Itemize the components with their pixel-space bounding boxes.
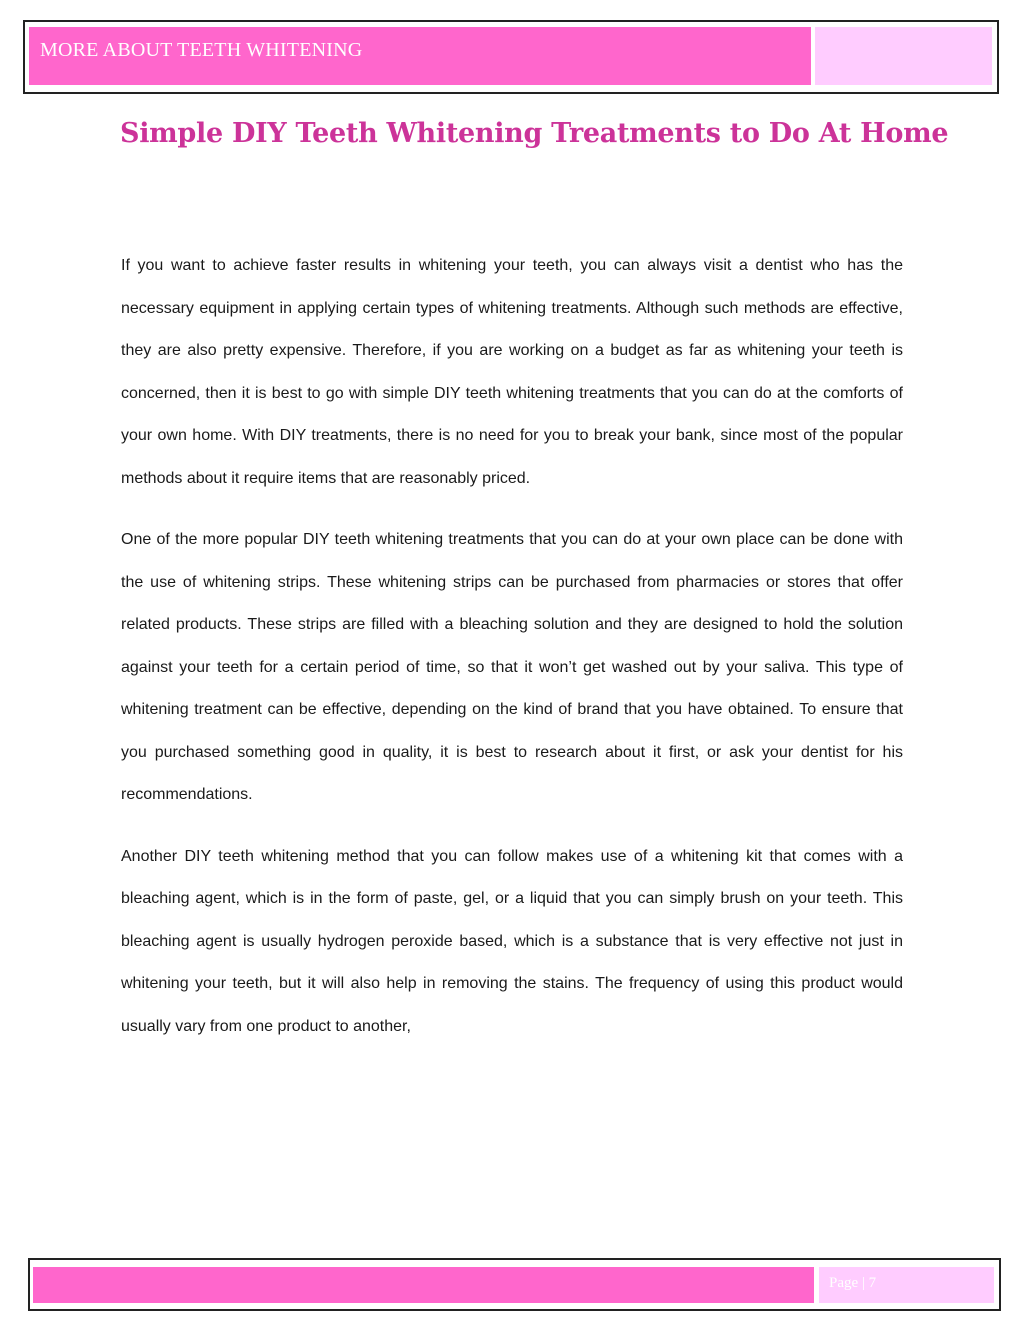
footer-banner [28,1258,1001,1311]
page-number: Page | 7 [829,1275,877,1291]
header-bar [29,27,811,85]
paragraph-2: One of the more popular DIY teeth whitening treatments that you can do at your own place can be done with the use of whitening strips. These whitening strips can be purchased from pharmacies or stores that offer related products. These strips are filled with a bleaching solution and they are designed to hold the solution against your teeth for a certain period of time, so that it won’t get washed out by your saliva. This type of whitening treatment can be effective, depending on the kind of brand that you have obtained. To ensure that you purchased something good in quality, it is best to research about it first, or ask your dentist for his recommendations. [121,531,903,803]
paragraph-3: Another DIY teeth whitening method that you can follow makes use of a whitening kit that comes with a bleaching agent, which is in the form of paste, gel, or a liquid that you can simply brush on your teeth. This bleaching agent is usually hydrogen peroxide based, which is a substance that is very effective not just in whitening your teeth, but it will also help in removing the stains. The frequency of using this product would usually vary from one product to another, [121,847,903,1035]
article-title: Simple DIY Teeth Whitening Treatments to Do At Home [120,118,949,149]
header-title: MORE ABOUT TEETH WHITENING [40,39,363,61]
footer-bar [33,1267,814,1303]
header-banner [23,20,999,94]
footer-accent-block [819,1267,994,1303]
article-body [121,245,903,1067]
header-accent-block [815,27,992,85]
paragraph-1: If you want to achieve faster results in whitening your teeth, you can always visit a dentist who has the necessary equipment in applying certain types of whitening treatments. Although such methods are effective, they are also pretty expensive. Therefore, if you are working on a budget as far as whitening your teeth is concerned, then it is best to go with simple DIY teeth whitening treatments that you can do at the comforts of your own home. With DIY treatments, there is no need for you to break your bank, since most of the popular methods about it require items that are reasonably priced. [121,257,903,487]
